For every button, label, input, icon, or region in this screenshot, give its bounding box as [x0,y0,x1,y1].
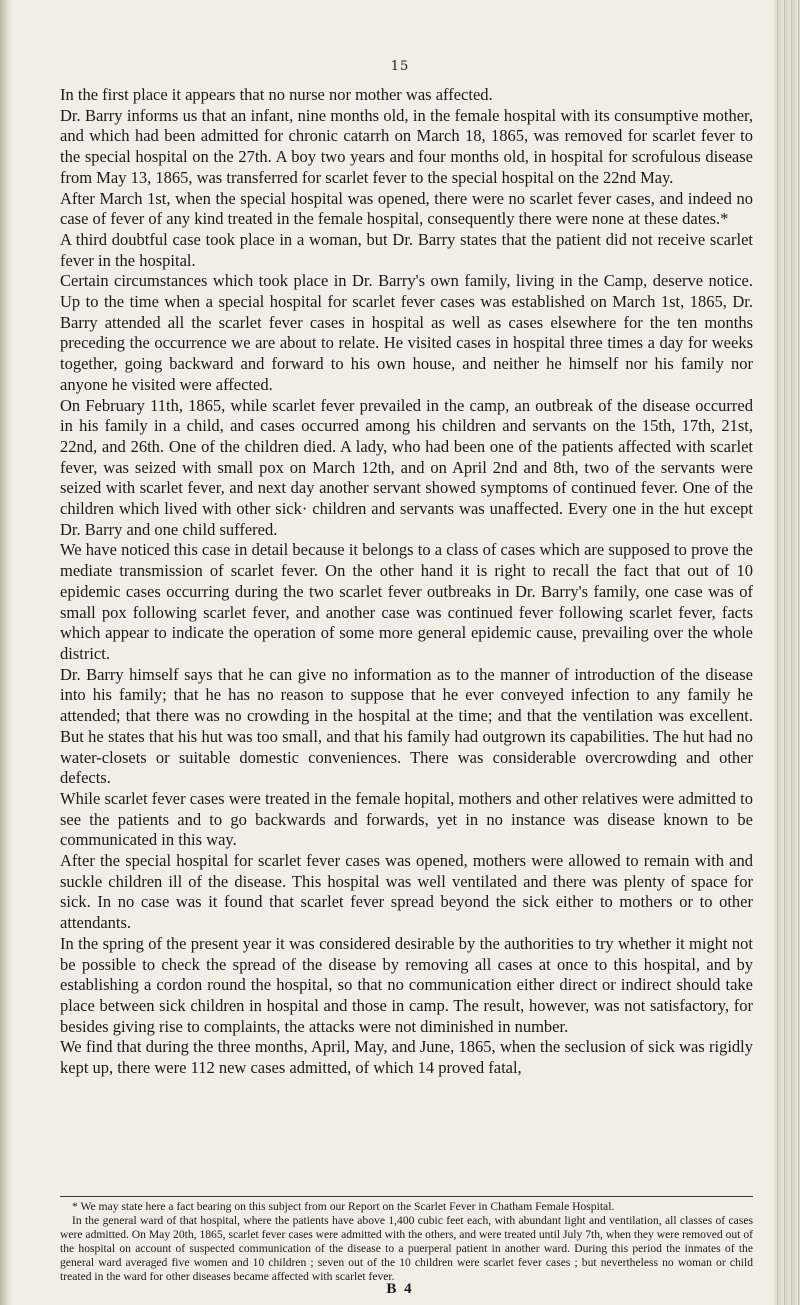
footnote-2: In the general ward of that hospital, where the patients have above 1,400 cubic feet each, with abundant light and ventilation, all classes of cases were admitted. On May 20th, 1865, scarlet fever cases were admitted with the others, and were treated until July 7th, when they were removed out of the hospital on account of suspected communication of the disease to a puerperal patient in another ward. During this period the inmates of the general ward averaged five women and 10 children ; seven out of the 10 children were scarlet fever cases ; but nevertheless no woman or child treated in the ward for other diseases became affected with scarlet fever. [60,1213,753,1283]
paragraph-10: After the special hospital for scarlet fever cases was opened, mothers were allowed to remain with and suckle children ill of the disease. This hospital was well ventilated and there was plenty of space for sick. In no case was it found that scarlet fever spread beyond the sick either to mothers or to other attendants. [60,851,753,933]
paragraph-12: We find that during the three months, April, May, and June, 1865, when the seclusion of sick was rigidly kept up, there were 112 new cases admitted, of which 14 proved fatal, [60,1037,753,1078]
paragraph-2: Dr. Barry informs us that an infant, nine months old, in the female hospital with its consumptive mother, and which had been admitted for chronic catarrh on March 18, 1865, was removed for scarlet fever to the special hospital on the 27th. A boy two years and four months old, in hospital for scrofulous disease from May 13, 1865, was transferred for scarlet fever to the special hospital on the 22nd May. [60,105,753,187]
paragraph-6: On February 11th, 1865, while scarlet fever prevailed in the camp, an outbreak of the disease occurred in his family in a child, and cases occurred among his children and servants on the 15th, 17th, 21st, 22nd, and 26th. One of the children died. A lady, who had been one of the patients affected with scarlet fever, was seized with small pox on March 12th, and on April 2nd and 8th, two of the servants were seized with scarlet fever, and next day another servant showed symptoms of continued fever. One of the children which lived with other sick· children and servants was unaffected. Every one in the hut except Dr. Barry and one child suffered. [60,395,753,539]
page-binding-shadow [0,0,12,1305]
paragraph-5: Certain circumstances which took place in Dr. Barry's own family, living in the Camp, deserve notice. Up to the time when a special hospital for scarlet fever cases was established on March 1st, 1865, Dr. Barry attended all the scarlet fever cases in hospital as well as cases elsewhere for the ten months preceding the occurrence we are about to relate. He visited cases in hospital three times a day for weeks together, going backward and forward to his own house, and neither he himself nor his family nor anyone he visited were affected. [60,271,753,394]
signature-mark: B 4 [386,1281,414,1297]
paragraph-8: Dr. Barry himself says that he can give no information as to the manner of introduction of the disease into his family; that he has no reason to suppose that he ever conveyed infection to any family he attended; that there was no crowding in the hospital at the time; and that the ventilation was excellent. But he states that his hut was too small, and that his family had outgrown its capabilities. The hut had no water-closets or suitable domestic conveniences. There was considerable overcrowding and other defects. [60,664,753,788]
paragraph-4: A third doubtful case took place in a woman, but Dr. Barry states that the patient did not receive scarlet fever in the hospital. [60,229,753,270]
paragraph-9: While scarlet fever cases were treated in the female hopital, mothers and other relatives were admitted to see the patients and to go backwards and forwards, yet in no instance was disease known to be communicated in this way. [60,788,753,850]
body-text [60,85,753,1079]
footnote-1: * We may state here a fact bearing on this subject from our Report on the Scarlet Fever in Chatham Female Hospital. [72,1200,615,1213]
paragraph-7: We have noticed this case in detail because it belongs to a class of cases which are supposed to prove the mediate transmission of scarlet fever. On the other hand it is right to recall the fact that out of 10 epidemic cases occurring during the two scarlet fever outbreaks in Dr. Barry's family, one case was of small pox following scarlet fever, and another case was continued fever following scarlet fever, facts which appear to indicate the operation of some more general epidemic cause, prevailing over the whole district. [60,540,753,663]
paragraph-11: In the spring of the present year it was considered desirable by the authorities to try whether it might not be possible to check the spread of the disease by removing all cases at once to this hospital, and by establishing a cordon round the hospital, so that no communication either direct or indirect should take place between sick children in hospital and those in camp. The result, however, was not satisfactory, for besides giving rise to complaints, the attacks were not diminished in number. [60,933,753,1036]
footnotes [60,1200,753,1283]
footnote-divider [60,1196,753,1197]
page-number: 15 [390,59,410,74]
paragraph-1: In the first place it appears that no nurse nor mother was affected. [60,85,493,104]
paragraph-3: After March 1st, when the special hospital was opened, there were no scarlet fever cases, and indeed no case of fever of any kind treated in the female hospital, consequently there were none at these dates.* [60,188,753,229]
page-fore-edge [774,0,800,1305]
